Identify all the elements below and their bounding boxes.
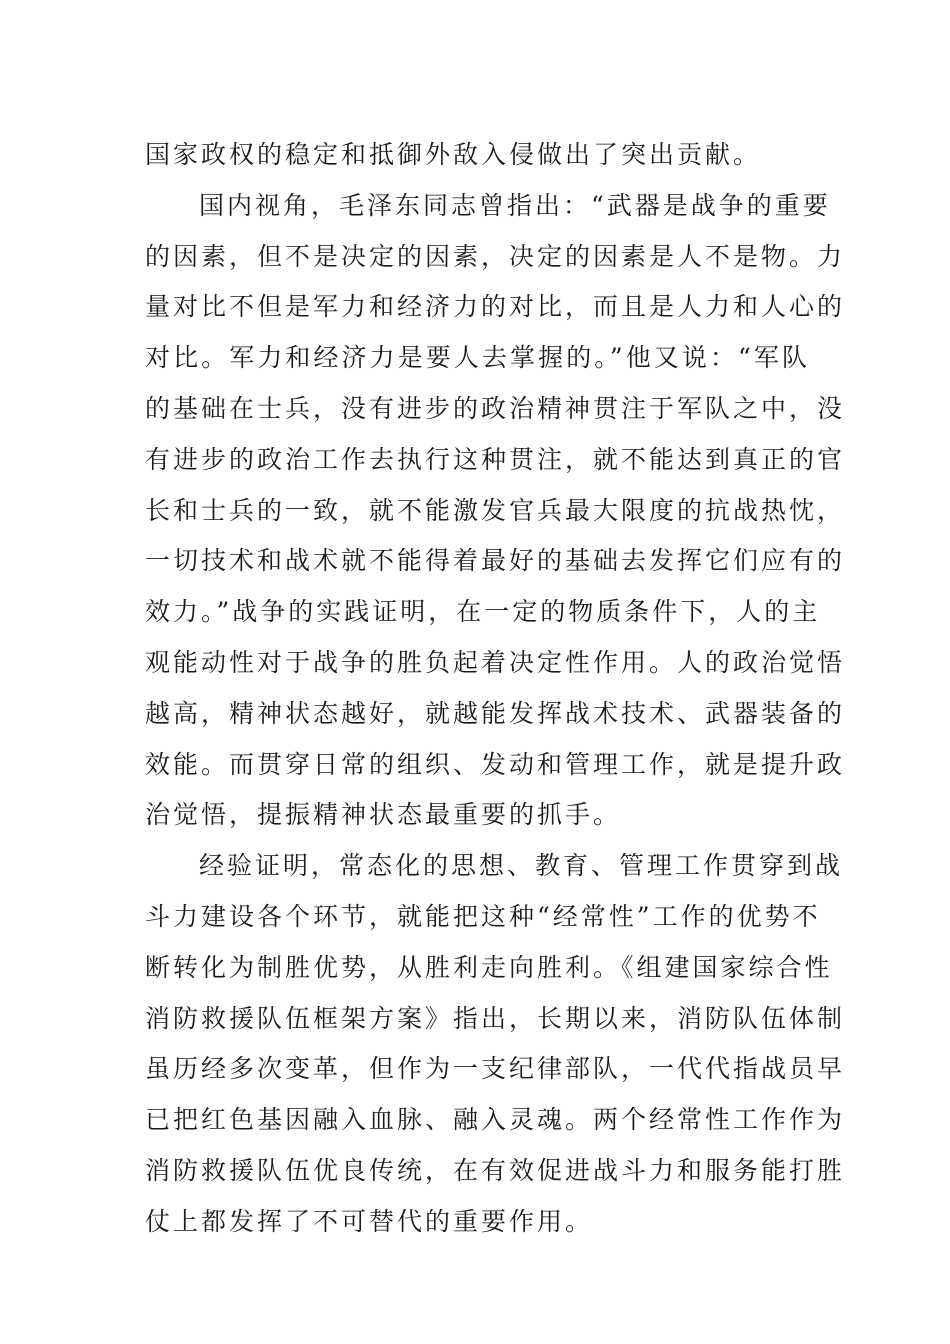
- text-line: [145, 333, 810, 384]
- text-line: [145, 282, 846, 333]
- paragraph-start-line: [145, 181, 831, 232]
- text-line-content: 斗力建设各个环节，就能把这种“经常性”工作的优势不: [145, 901, 821, 931]
- text-line-content: 国家政权的稳定和抵御外敌入侵做出了突出贡献。: [145, 140, 762, 169]
- paragraph-start-line: [145, 841, 844, 892]
- text-line-content: 的基础在士兵，没有进步的政治精神贯注于军队之中，没: [145, 393, 846, 423]
- text-line: [145, 130, 810, 181]
- text-line-content: 越高，精神状态越好，就越能发挥战术技术、武器装备的: [145, 698, 846, 728]
- text-line: [145, 536, 846, 587]
- text-line: [145, 1095, 846, 1146]
- text-line-content: 观能动性对于战争的胜负起着决定性作用。人的政治觉悟: [145, 647, 846, 677]
- text-line: [145, 384, 846, 435]
- text-line-content: 治觉悟，提振精神状态最重要的抓手。: [145, 800, 622, 830]
- text-line: [145, 740, 846, 791]
- text-line-content: 已把红色基因融入血脉、融入灵魂。两个经常性工作作为: [145, 1105, 846, 1135]
- text-line-content: 虽历经多次变革，但作为一支纪律部队，一代代指战员早: [145, 1054, 846, 1084]
- text-line: [145, 638, 846, 689]
- text-line-content: 国内视角，毛泽东同志曾指出：“武器是战争的重要: [199, 190, 831, 220]
- text-line-content: 效能。而贯穿日常的组织、发动和管理工作，就是提升政: [145, 749, 846, 779]
- text-line: [145, 1044, 846, 1095]
- text-line-content: 断转化为制胜优势，从胜利走向胜利。《组建国家综合性: [145, 952, 833, 982]
- text-line: [145, 790, 810, 841]
- text-line-content: 长和士兵的一致，就不能激发官兵最大限度的抗战热忱，: [145, 495, 846, 525]
- text-line: [145, 486, 846, 537]
- text-line-content: 经验证明，常态化的思想、教育、管理工作贯穿到战: [199, 851, 844, 881]
- text-line: [145, 587, 821, 638]
- text-line: [145, 689, 846, 740]
- text-line-content: 消防救援队伍优良传统，在有效促进战斗力和服务能打胜: [145, 1155, 846, 1185]
- text-line-content: 消防救援队伍框架方案》指出，长期以来，消防队伍体制: [145, 1003, 846, 1033]
- text-line: [145, 232, 846, 283]
- text-line-content: 有进步的政治工作去执行这种贯注，就不能达到真正的官: [145, 444, 846, 474]
- text-line-content: 效力。”战争的实践证明，在一定的物质条件下，人的主: [145, 597, 821, 627]
- text-line: [145, 1146, 846, 1197]
- text-line-content: 仗上都发挥了不可替代的重要作用。: [145, 1206, 594, 1236]
- text-line: [145, 435, 846, 486]
- text-line-content: 量对比不但是军力和经济力的对比，而且是人力和人心的: [145, 292, 846, 322]
- text-line-content: 的因素，但不是决定的因素，决定的因素是人不是物。力: [145, 241, 846, 271]
- text-line: [145, 943, 833, 994]
- text-line-content: 一切技术和战术就不能得着最好的基础去发挥它们应有的: [145, 546, 846, 576]
- body-text: [145, 130, 846, 1248]
- text-line: [145, 1197, 810, 1248]
- text-line: [145, 994, 846, 1045]
- text-line: [145, 892, 821, 943]
- text-line-content: 对比。军力和经济力是要人去掌握的。”他又说：“军队: [145, 343, 810, 373]
